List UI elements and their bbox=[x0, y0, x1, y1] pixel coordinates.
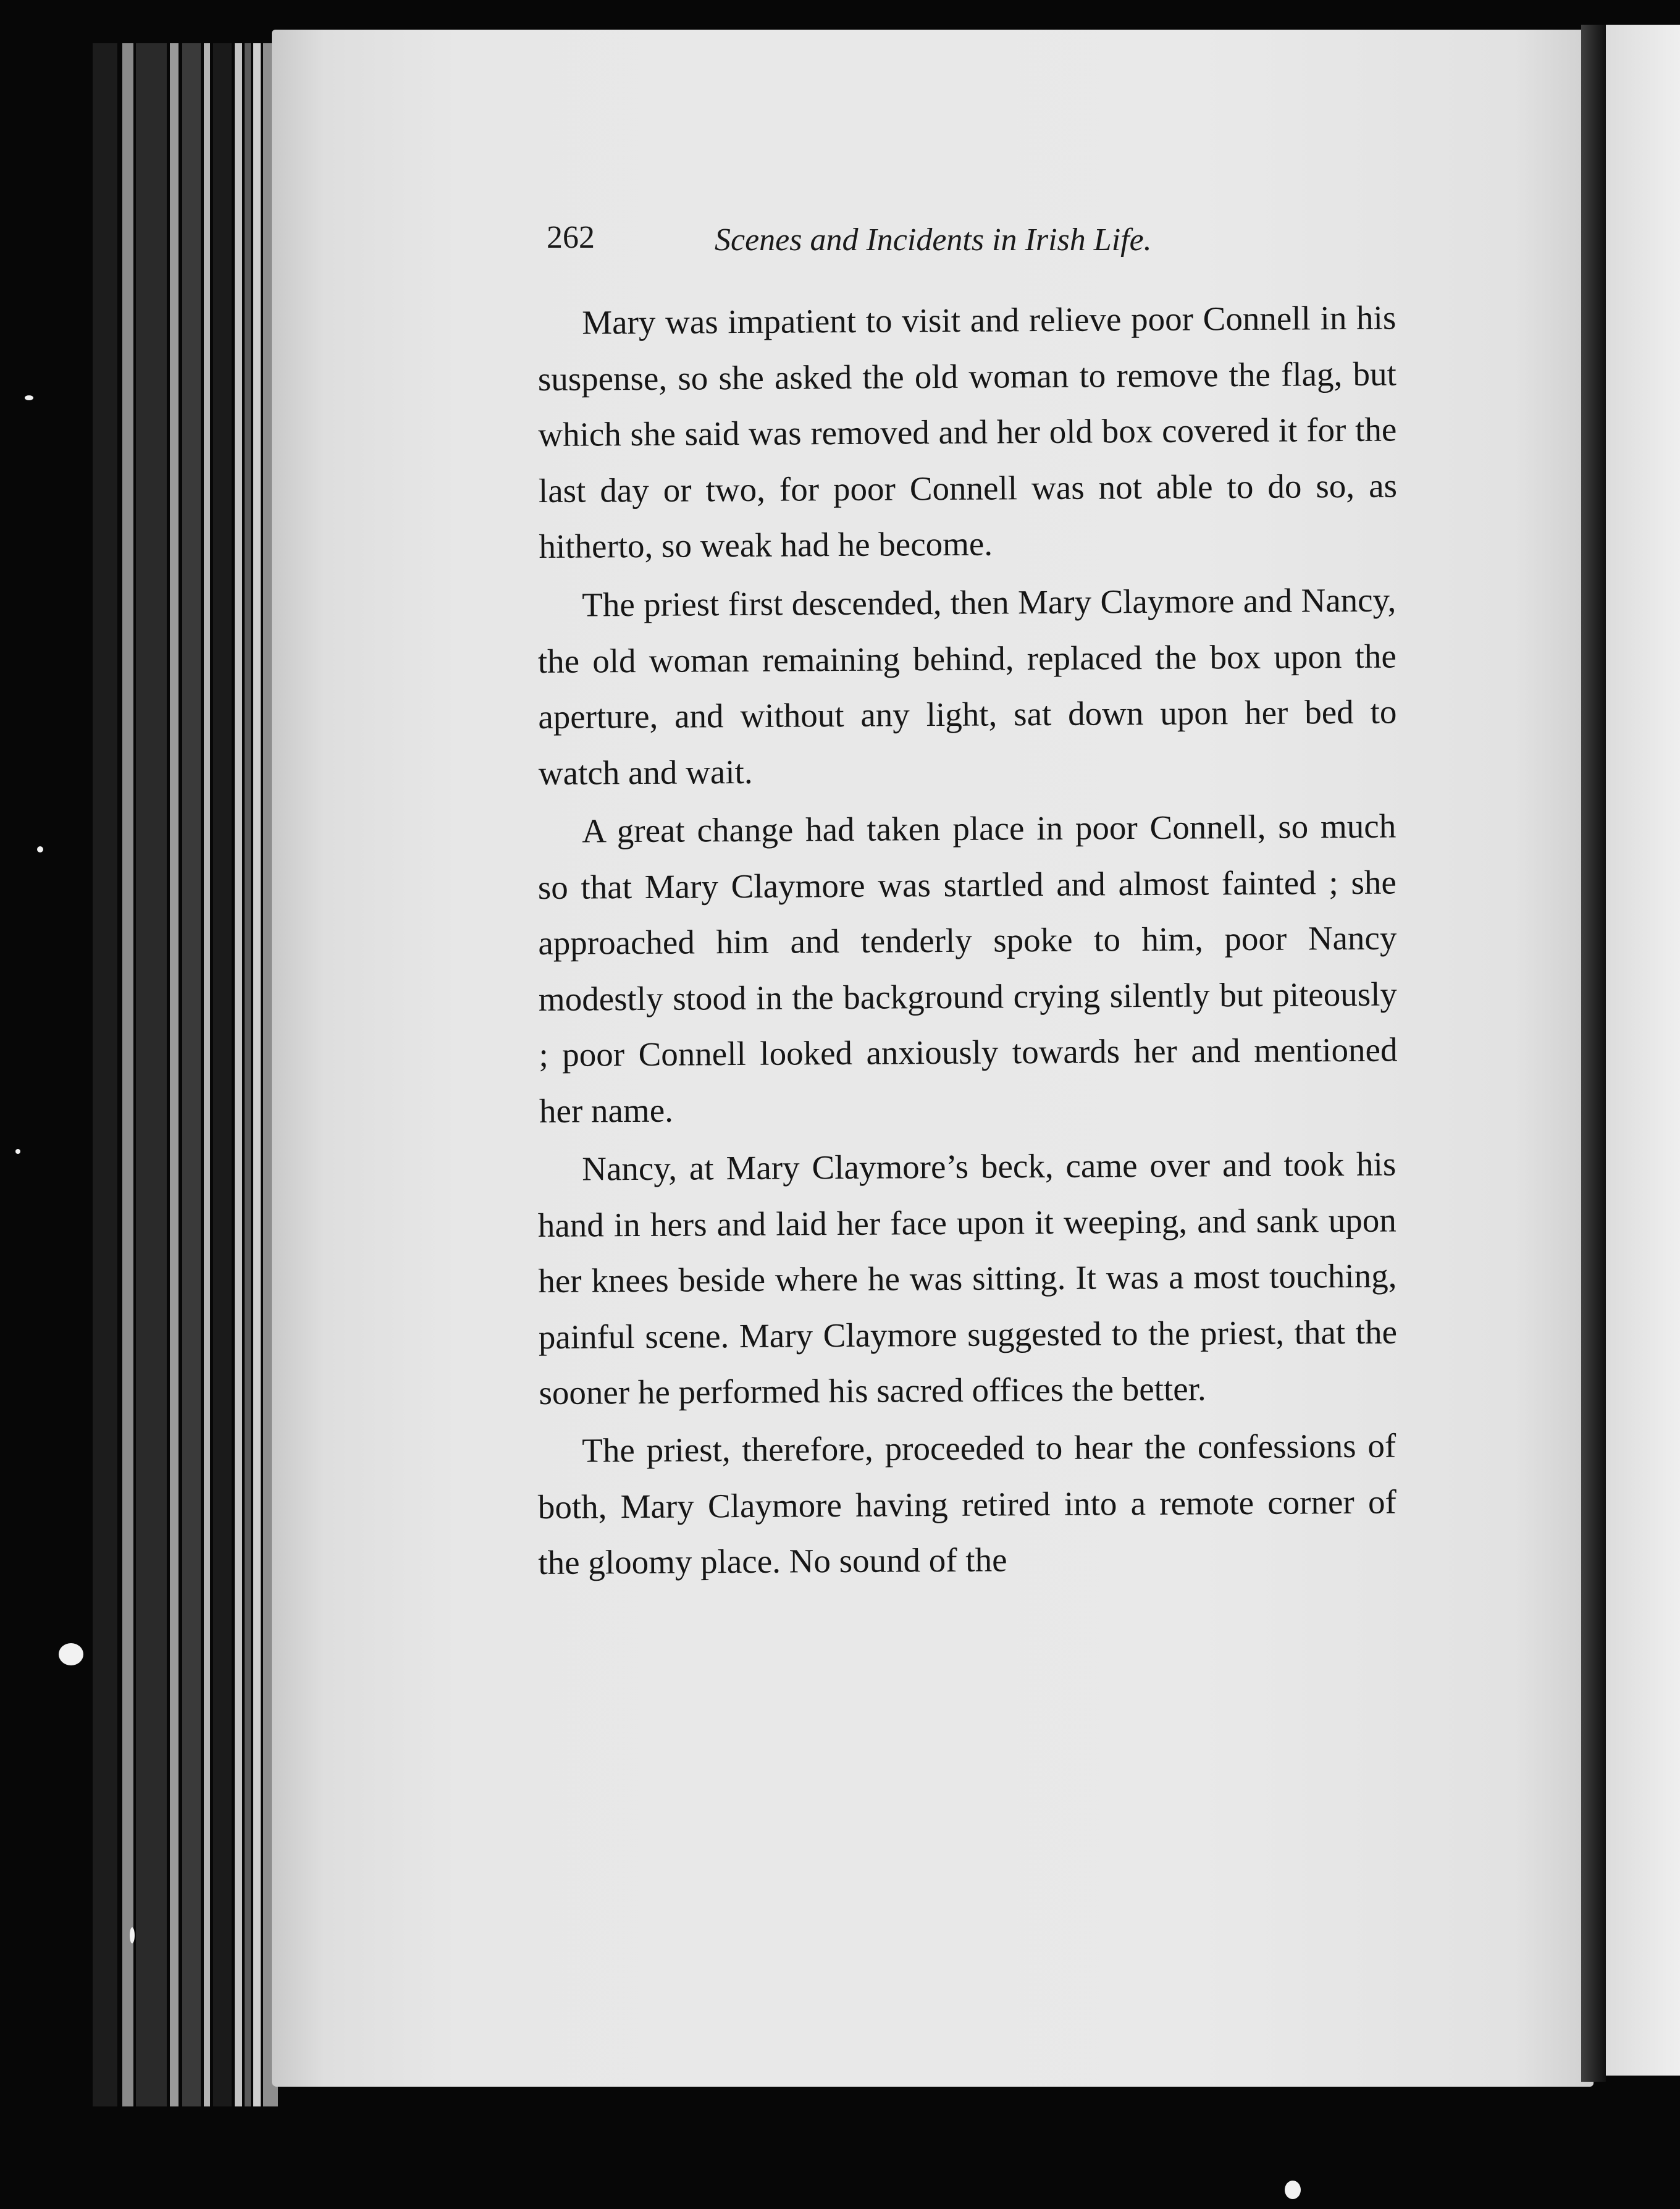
paragraph: The priest, therefore, proceeded to hear the confessions of both, Mary Claymore having retired into a remote corner of the gloomy place. No sound of the bbox=[537, 1426, 1396, 1581]
paragraph: A great change had taken place in poor Connell, so much so that Mary Claymore was startled and almost fainted ; she approached him and tenderly spoke to him, poor Nancy modestly stood in the background crying silently but piteously ; poor Connell looked anxiously towards her and mentioned her name. bbox=[537, 807, 1398, 1129]
dust-speck bbox=[37, 846, 43, 852]
body-text bbox=[537, 295, 1396, 1594]
facing-page-edge bbox=[1606, 25, 1680, 2076]
dust-speck bbox=[130, 1927, 135, 1943]
paragraph: The priest first descended, then Mary Claymore and Nancy, the old woman remaining behind, replaced the box upon the aperture, and without any light, sat down upon her bed to watch and wait. bbox=[537, 581, 1397, 791]
dust-speck bbox=[59, 1643, 83, 1665]
dust-speck bbox=[25, 395, 33, 400]
page-number: 262 bbox=[547, 220, 595, 255]
dust-speck bbox=[15, 1149, 20, 1154]
page-header bbox=[547, 219, 1238, 269]
dust-speck bbox=[1285, 2181, 1301, 2199]
paragraph: Nancy, at Mary Claymore’s beck, came over and took his hand in hers and laid her face upon it weeping, and sank upon her knees beside where he was sitting. It was a most touching, painful scene. Mary Claymore suggested to the priest, that the sooner he performed his sacred offices the better. bbox=[537, 1145, 1398, 1412]
page-gutter-shadow bbox=[1581, 25, 1606, 2082]
page-edges bbox=[93, 43, 278, 2106]
paragraph: Mary was impatient to visit and relieve poor Connell in his suspense, so she asked the old woman to remove the flag, but which she said was removed and her old box covered it for the last day or two, for poor Connell was not able to do so, as hitherto, so weak had he become. bbox=[537, 298, 1398, 565]
running-title: Scenes and Incidents in Irish Life. bbox=[715, 222, 1152, 258]
